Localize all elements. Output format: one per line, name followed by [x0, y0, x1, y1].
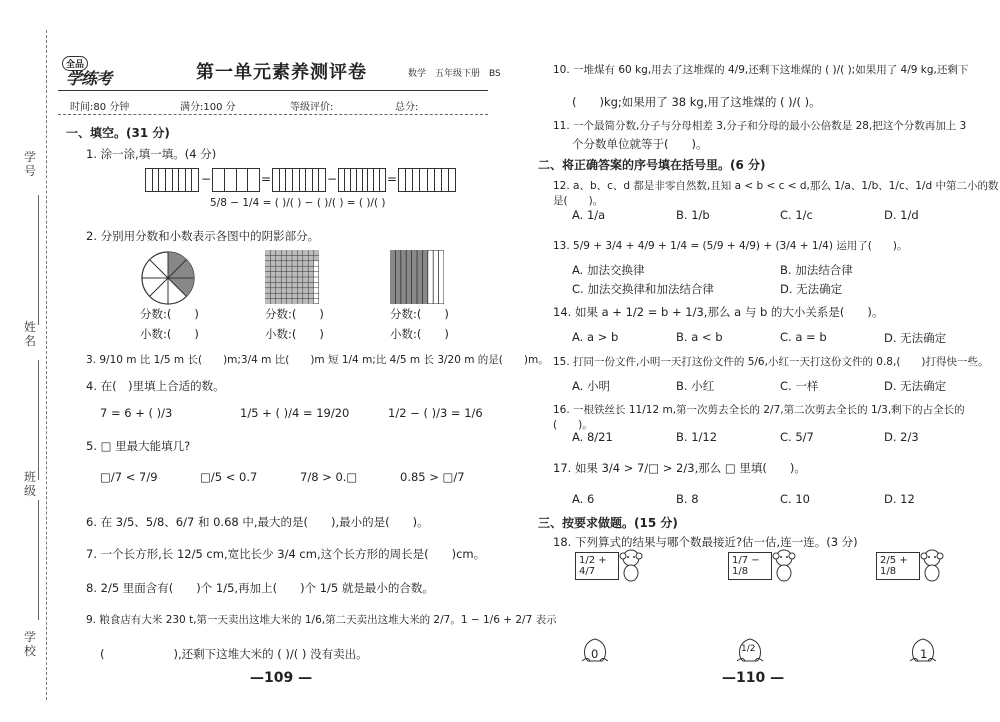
section-1-heading: 一、填空。(31 分) [66, 126, 170, 140]
monkey-icon [769, 548, 799, 582]
q17-option-a[interactable]: A. 6 [572, 492, 595, 506]
minus-sign-2: − [327, 172, 338, 186]
q12-option-c[interactable]: C. 1/c [780, 208, 813, 222]
question-15: 15. 打同一份文件,小明一天打这份文件的 5/6,小红一天打这份文件的 0.8,( )打得快一些。 [553, 356, 989, 368]
strip-d[interactable] [338, 168, 386, 192]
page-subtitle: 数学 五年级下册 BS [408, 69, 501, 79]
question-10[interactable]: 10. 一堆煤有 60 kg,用去了这堆煤的 4/9,还剩下这堆煤的 ( )/( );如果用了 4/9 kg,还剩下 [553, 64, 969, 76]
question-9-cont[interactable]: ( ),还剩下这堆大米的 ( )/( ) 没有卖出。 [100, 647, 368, 661]
q13-option-a[interactable]: A. 加法交换律 [572, 263, 645, 277]
page-number-left: —109 — [250, 670, 313, 686]
question-10-cont[interactable]: ( )kg;如果用了 38 kg,用了这堆煤的 ( )/( )。 [572, 95, 821, 109]
q15-option-b[interactable]: B. 小红 [676, 379, 715, 393]
q5-item-c[interactable]: 7/8 > 0.□ [300, 470, 358, 484]
question-12: 12. a、b、c、d 都是非零自然数,且知 a < b < c < d,那么 1/a、1/b、1/c、1/d 中第二小的数是( )。 [553, 180, 999, 207]
q16-option-b[interactable]: B. 1/12 [676, 430, 718, 444]
q12-option-a[interactable]: A. 1/a [572, 208, 606, 222]
q13-option-d[interactable]: D. 无法确定 [780, 282, 843, 296]
bar-figure [390, 250, 444, 304]
monkey-icon [917, 548, 947, 582]
question-16: 16. 一根铁丝长 11/12 m,第一次剪去全长的 2/7,第二次剪去全长的 1/3,剩下的占全长的( )。 [553, 404, 965, 431]
side-blank-1 [38, 195, 40, 325]
q15-option-c[interactable]: C. 一样 [780, 379, 819, 393]
peach-label-3[interactable]: 1 [920, 647, 928, 661]
q4-item-c[interactable]: 1/2 − ( )/3 = 1/6 [388, 406, 483, 420]
section-2-heading: 二、将正确答案的序号填在括号里。(6 分) [538, 158, 766, 172]
q16-option-a[interactable]: A. 8/21 [572, 430, 613, 444]
q5-item-b[interactable]: □/5 < 0.7 [200, 470, 258, 484]
decimal-answer-2[interactable]: 小数:( ) [265, 327, 324, 341]
q14-option-b[interactable]: B. a < b [676, 330, 723, 344]
strip-e[interactable] [398, 168, 456, 192]
grid-figure [265, 250, 319, 304]
q4-item-a[interactable]: 7 = 6 + ( )/3 [100, 406, 173, 420]
score-info: 满分:100 分 [180, 102, 236, 113]
fraction-answer-3[interactable]: 分数:( ) [390, 307, 449, 321]
q14-option-c[interactable]: C. a = b [780, 330, 827, 344]
q1-expression[interactable]: 5/8 − 1/4 = ( )/( ) − ( )/( ) = ( )/( ) [210, 197, 386, 209]
circle-figure [140, 250, 196, 306]
q12-option-b[interactable]: B. 1/b [676, 208, 710, 222]
publisher-logo [62, 56, 118, 86]
side-label-school: 学校 [23, 630, 36, 658]
question-1: 1. 涂一涂,填一填。(4 分) [86, 147, 217, 161]
question-17[interactable]: 17. 如果 3/4 > 7/□ > 2/3,那么 □ 里填( )。 [553, 461, 806, 475]
q13-option-b[interactable]: B. 加法结合律 [780, 263, 853, 277]
question-13: 13. 5/9 + 3/4 + 4/9 + 1/4 = (5/9 + 4/9) + (3/4 + 1/4) 运用了( )。 [553, 240, 908, 252]
side-label-student-no: 学号 [23, 150, 36, 178]
grade-field[interactable]: 等级评价: [290, 102, 334, 113]
meta-divider [58, 114, 488, 115]
question-2: 2. 分别用分数和小数表示各图中的阴影部分。 [86, 229, 320, 243]
monkey-icon [616, 548, 646, 582]
fraction-answer-1[interactable]: 分数:( ) [140, 307, 199, 321]
logo-main-text: 学练考 [66, 69, 112, 88]
section-3-heading: 三、按要求做题。(15 分) [538, 516, 678, 530]
time-info: 时间:80 分钟 [70, 102, 130, 113]
q5-item-d[interactable]: 0.85 > □/7 [400, 470, 465, 484]
peach-label-1[interactable]: 0 [591, 647, 599, 661]
side-label-class: 班级 [23, 470, 36, 498]
q17-option-d[interactable]: D. 12 [884, 492, 915, 506]
question-18: 18. 下列算式的结果与哪个数最接近?估一估,连一连。(3 分) [553, 535, 858, 549]
q15-option-a[interactable]: A. 小明 [572, 379, 610, 393]
decimal-answer-1[interactable]: 小数:( ) [140, 327, 199, 341]
strip-b[interactable] [212, 168, 260, 192]
decimal-answer-3[interactable]: 小数:( ) [390, 327, 449, 341]
header-rule [58, 90, 488, 91]
question-11[interactable]: 11. 一个最简分数,分子与分母相差 3,分子和分母的最小公倍数是 28,把这个分数再加上 3 [553, 120, 967, 132]
q17-option-b[interactable]: B. 8 [676, 492, 699, 506]
question-4: 4. 在( )里填上合适的数。 [86, 379, 225, 393]
question-6[interactable]: 6. 在 3/5、5/8、6/7 和 0.68 中,最大的是( ),最小的是( )。 [86, 515, 429, 529]
q15-option-d[interactable]: D. 无法确定 [884, 379, 947, 393]
q16-option-d[interactable]: D. 2/3 [884, 430, 919, 444]
q17-option-c[interactable]: C. 10 [780, 492, 810, 506]
side-blank-3 [38, 500, 40, 620]
fraction-answer-2[interactable]: 分数:( ) [265, 307, 324, 321]
question-7[interactable]: 7. 一个长方形,长 12/5 cm,宽比长少 3/4 cm,这个长方形的周长是( )cm。 [86, 547, 486, 561]
side-blank-2 [38, 360, 40, 480]
q13-option-c[interactable]: C. 加法交换律和加法结合律 [572, 282, 714, 296]
q5-item-a[interactable]: □/7 < 7/9 [100, 470, 158, 484]
page-title: 第一单元素养测评卷 [196, 62, 367, 83]
question-14: 14. 如果 a + 1/2 = b + 1/3,那么 a 与 b 的大小关系是( )。 [553, 305, 884, 319]
page-number-right: —110 — [722, 670, 785, 686]
q16-option-c[interactable]: C. 5/7 [780, 430, 814, 444]
side-label-name: 姓名 [23, 320, 36, 348]
binding-line [46, 30, 47, 700]
question-5: 5. □ 里最大能填几? [86, 439, 191, 453]
question-11-cont[interactable]: 个分数单位就等于( )。 [572, 137, 708, 151]
q14-option-a[interactable]: A. a > b [572, 330, 619, 344]
q12-option-d[interactable]: D. 1/d [884, 208, 919, 222]
minus-sign: − [201, 172, 212, 186]
expression-card-3[interactable]: 2/5 + 1/8 [876, 552, 920, 580]
logo-top-text: 全品 [62, 56, 88, 71]
question-8[interactable]: 8. 2/5 里面含有( )个 1/5,再加上( )个 1/5 就是最小的合数。 [86, 581, 434, 595]
question-9[interactable]: 9. 粮食店有大米 230 t,第一天卖出这堆大米的 1/6,第二天卖出这堆大米的 2/7。1 − 1/6 + 2/7 表示 [86, 614, 557, 626]
q4-item-b[interactable]: 1/5 + ( )/4 = 19/20 [240, 406, 350, 420]
total-field[interactable]: 总分: [395, 102, 419, 113]
equals-sign-2: = [387, 172, 398, 186]
expression-card-2[interactable]: 1/7 − 1/8 [728, 552, 772, 580]
equals-sign-1: = [261, 172, 272, 186]
strip-c[interactable] [272, 168, 326, 192]
expression-card-1[interactable]: 1/2 + 4/7 [575, 552, 619, 580]
peach-label-2[interactable]: 1/2 [741, 644, 756, 654]
strip-a[interactable] [145, 168, 199, 192]
question-3[interactable]: 3. 9/10 m 比 1/5 m 长( )m;3/4 m 比( )m 短 1/4 m;比 4/5 m 长 3/20 m 的是( )m。 [86, 354, 549, 366]
q14-option-d[interactable]: D. 无法确定 [884, 331, 947, 345]
